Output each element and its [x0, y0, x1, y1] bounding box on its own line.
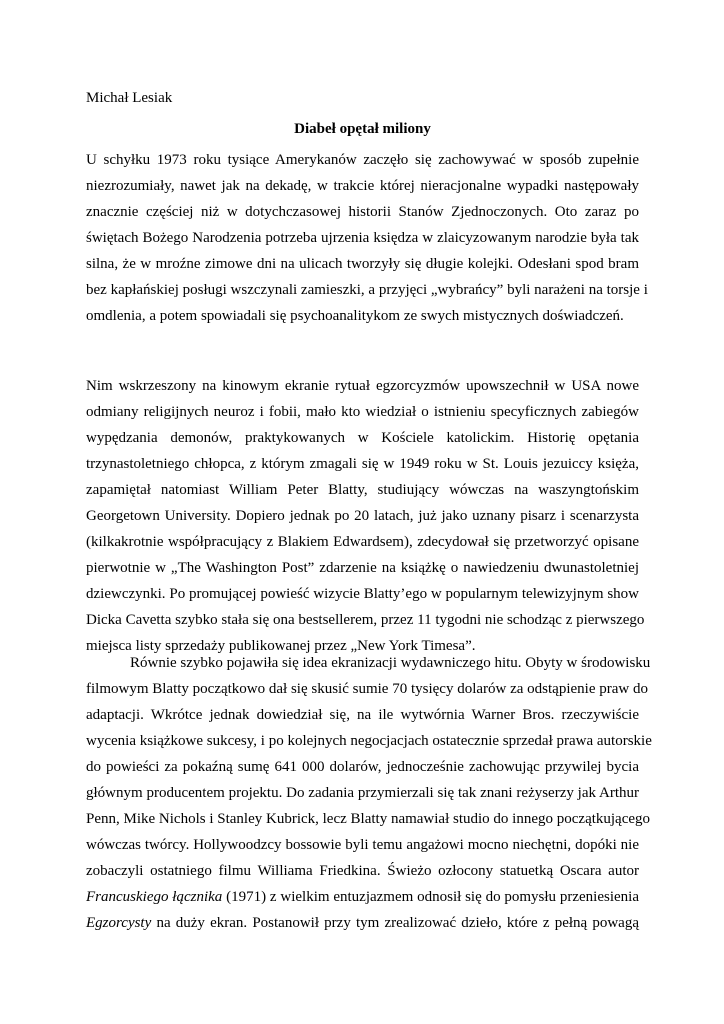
text-line: Nim wskrzeszony na kinowym ekranie rytuał egzorcyzmów upowszechnił w USA nowe	[86, 378, 639, 394]
text-run: (1971) z wielkim entuzjazmem odnosił się do pomysłu przeniesienia	[222, 889, 639, 905]
text-line: miejsca listy sprzedaży publikowanej przez „New York Timesa”.	[86, 638, 476, 654]
text-line: Georgetown University. Dopiero jednak po 20 latach, już jako uznany pisarz i scenarzysta	[86, 508, 639, 524]
text-line: U schyłku 1973 roku tysiące Amerykanów zaczęło się zachowywać w sposób zupełnie	[86, 152, 639, 168]
paragraph-3	[86, 650, 652, 936]
text-line-with-italic-title	[86, 910, 639, 936]
author-name: Michał Lesiak	[86, 90, 173, 106]
italic-film-title: Francuskiego łącznika	[86, 889, 223, 905]
paragraph-1	[86, 147, 648, 329]
text-line: wypędzania demonów, praktykowanych w Kościele katolickim. Historię opętania	[86, 430, 639, 446]
article-title: Diabeł opętał miliony	[294, 121, 431, 137]
text-line: dziewczynki. Po promującej powieść wizycie Blatty’ego w popularnym telewizyjnym show	[86, 586, 639, 602]
text-line: wycenia książkowe sukcesy, i po kolejnych negocjacjach ostatecznie sprzedał prawa autorskie	[86, 733, 652, 749]
text-line: Penn, Mike Nichols i Stanley Kubrick, lecz Blatty namawiał studio do innego początkującego	[86, 811, 651, 827]
text-line: silna, że w mroźne zimowe dni na ulicach tworzyły się długie kolejki. Odesłani spod bram	[86, 256, 639, 272]
text-line: trzynastoletniego chłopca, z którym zmagali się w 1949 roku w St. Louis jezuiccy księża,	[86, 456, 639, 472]
text-line: adaptacji. Wkrótce jednak dowiedział się, na ile wytwórnia Warner Bros. rzeczywiście	[86, 707, 639, 723]
text-line-with-italic-title	[86, 884, 639, 910]
text-line: filmowym Blatty początkowo dał się skusić sumie 70 tysięcy dolarów za odstąpienie praw do	[86, 681, 648, 697]
text-line: bez kapłańskiej posługi wszczynali zamieszki, a przyjęci „wybrańcy” byli narażeni na torsje i	[86, 282, 648, 298]
text-line: Dicka Cavetta szybko stała się ona bestsellerem, przez 11 tygodni nie schodząc z pierwszego	[86, 612, 645, 628]
text-line: odmiany religijnych neuroz i fobii, mało kto wiedział o istnieniu specyficznych zabiegów	[86, 404, 639, 420]
text-line: świętach Bożego Narodzenia potrzeba ujrzenia księdza w zlaicyzowanym narodzie była tak	[86, 230, 639, 246]
text-line: zobaczyli ostatniego filmu Williama Friedkina. Świeżo ozłocony statuetką Oscara autor	[86, 863, 639, 879]
text-line: (kilkakrotnie współpracujący z Blakiem Edwardsem), zdecydował się przetworzyć opisane	[86, 534, 639, 550]
italic-book-title: Egzorcysty	[86, 915, 152, 931]
text-line: Równie szybko pojawiła się idea ekranizacji wydawniczego hitu. Obyty w środowisku	[130, 655, 651, 671]
text-line: głównym producentem projektu. Do zadania przymierzali się tak znani reżyserzy jak Arthur	[86, 785, 639, 801]
text-line: pierwotnie w „The Washington Post” zdarzenie na książkę o nawiedzeniu dwunastoletniej	[86, 560, 639, 576]
text-line: zapamiętał natomiast William Peter Blatty, studiujący wówczas na waszyngtońskim	[86, 482, 639, 498]
text-run: na duży ekran. Postanowił przy tym zrealizować dzieło, które z pełną powagą	[151, 915, 639, 931]
text-line: znacznie częściej niż w dotychczasowej historii Stanów Zjednoczonych. Oto zaraz po	[86, 204, 639, 220]
text-line: omdlenia, a potem spowiadali się psychoanalitykom ze swych mistycznych doświadczeń.	[86, 308, 624, 324]
text-line: do powieści za pokaźną sumę 641 000 dolarów, jednocześnie zachowując przywilej bycia	[86, 759, 639, 775]
paragraph-2	[86, 373, 645, 659]
text-line: niezrozumiały, nawet jak na dekadę, w trakcie której nieracjonalne wypadki następowały	[86, 178, 639, 194]
text-line: wówczas twórcy. Hollywoodzcy bossowie byli temu angażowi mocno niechętni, dopóki nie	[86, 837, 639, 853]
